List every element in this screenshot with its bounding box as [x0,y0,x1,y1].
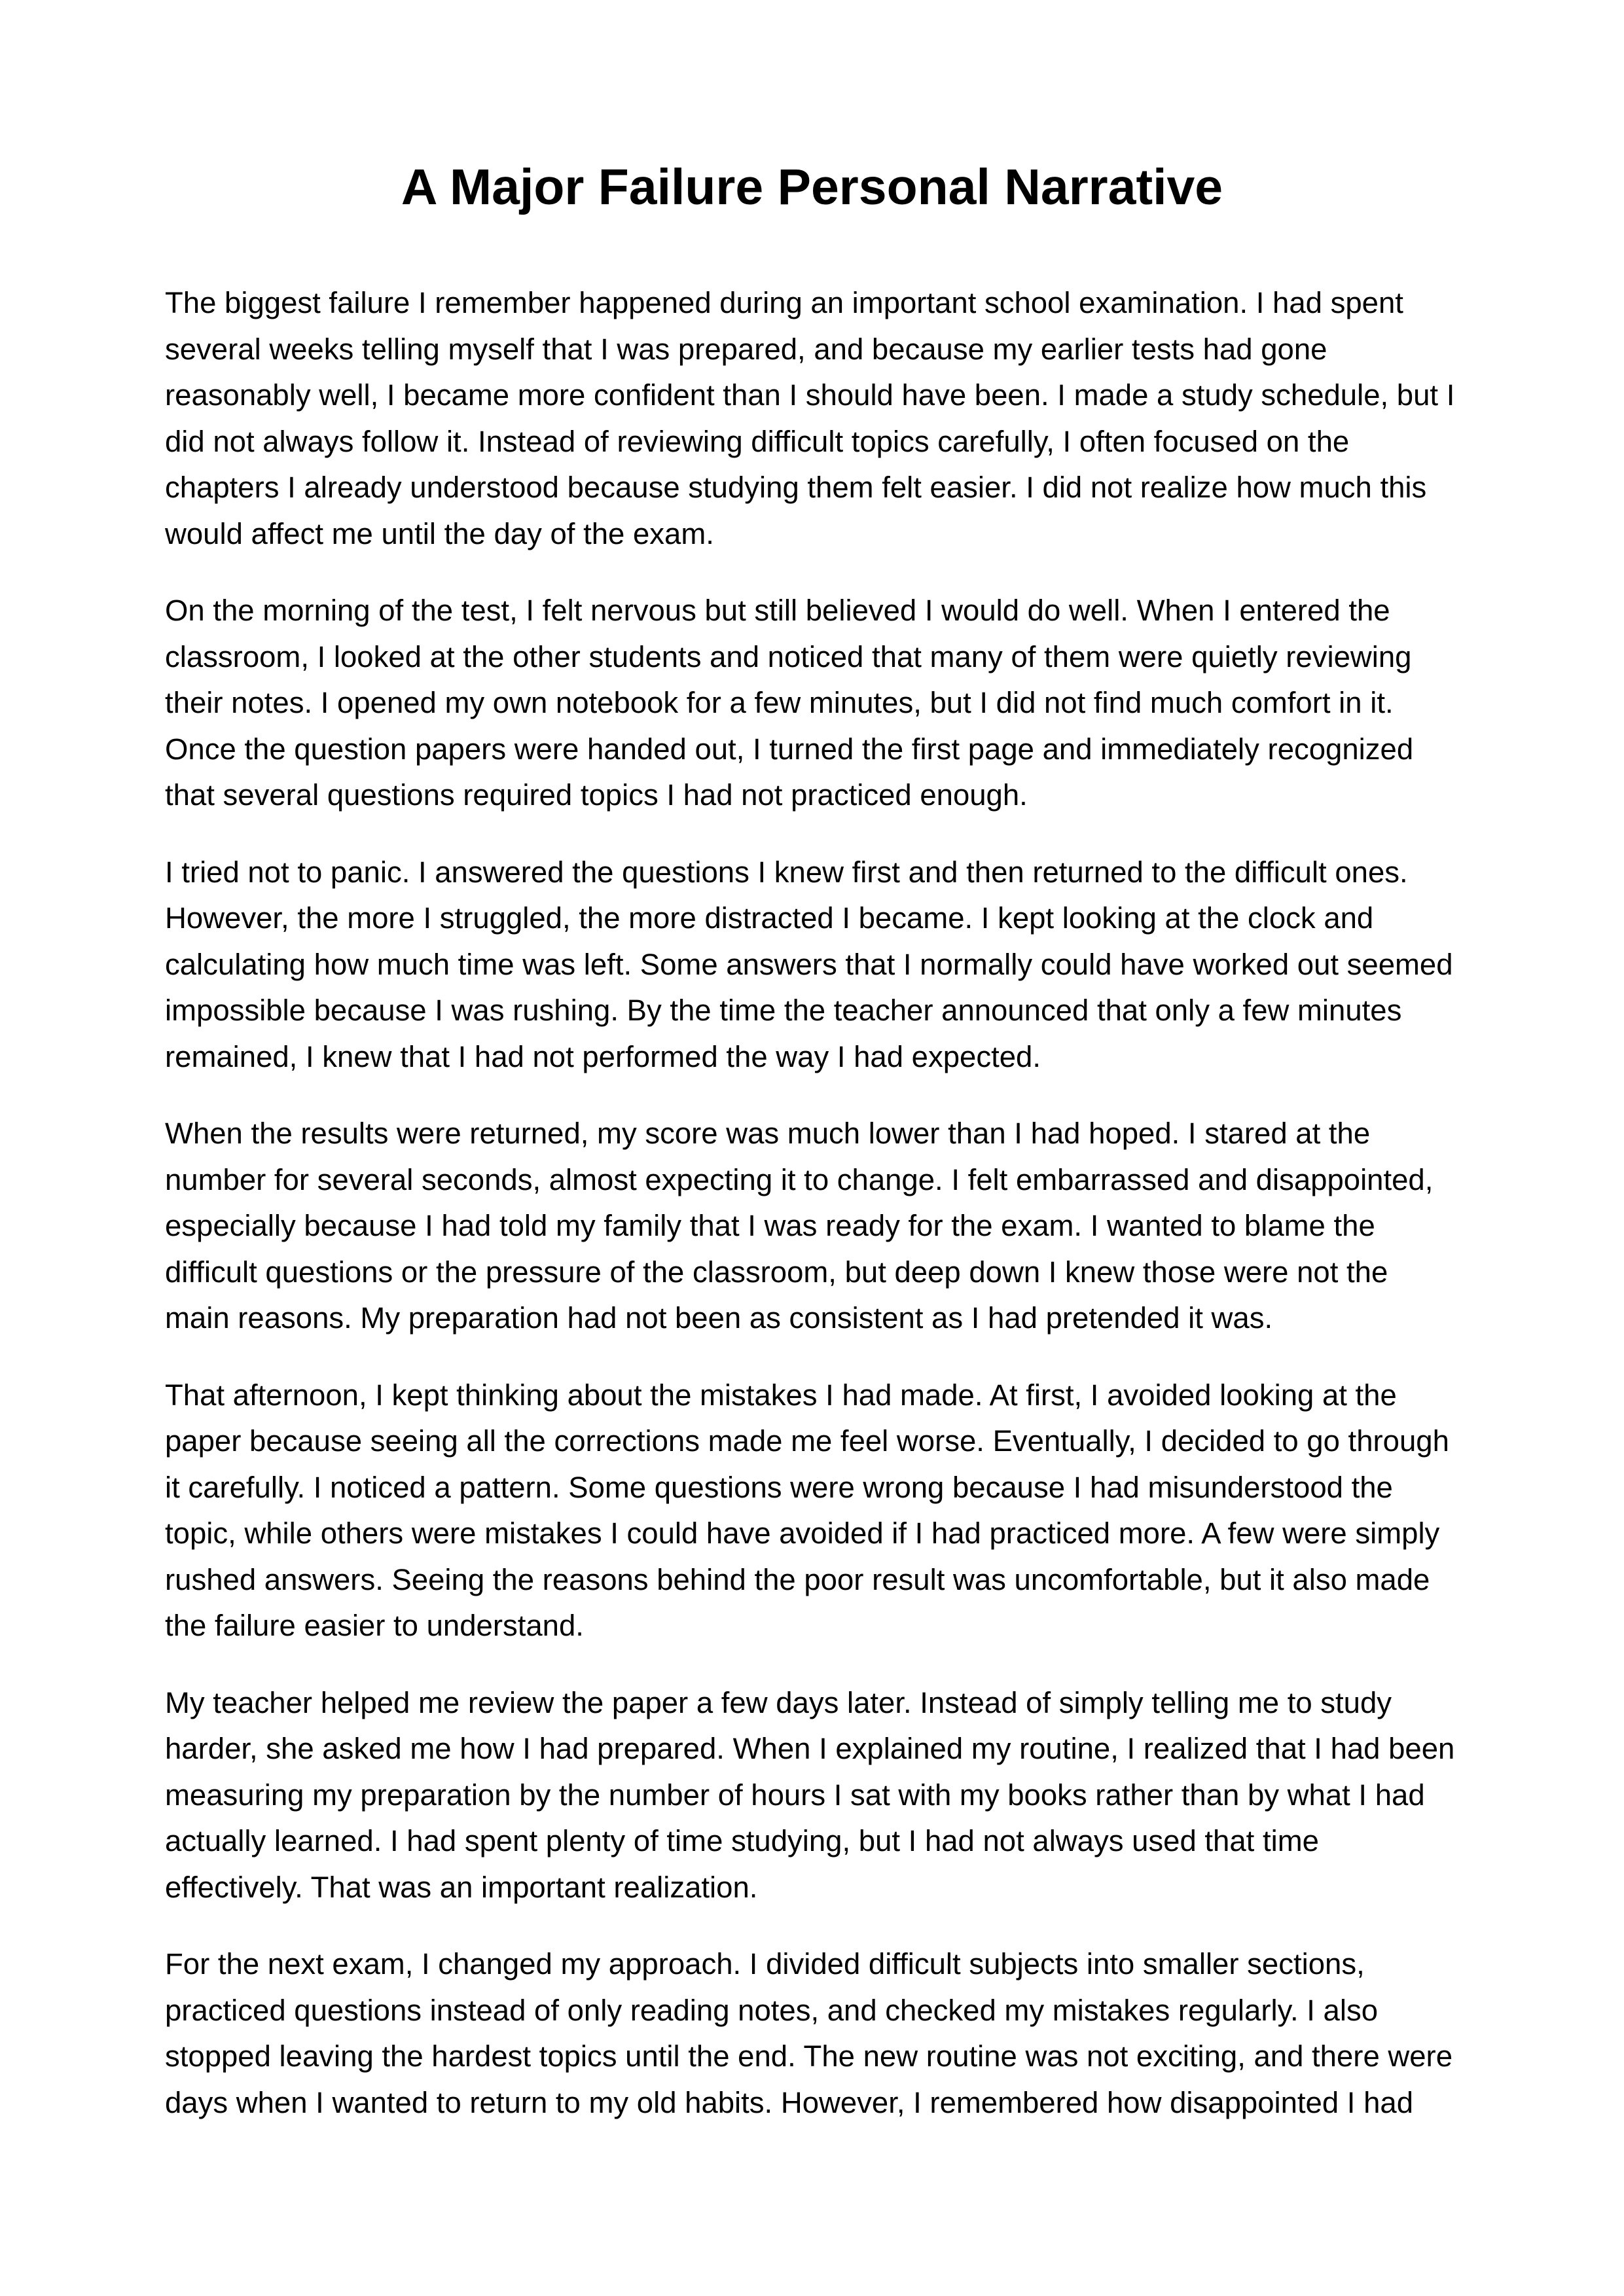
document-title: A Major Failure Personal Narrative [401,159,1223,215]
paragraph-line: However, the more I struggled, the more distracted I became. I kept looking at the clock and [165,901,1374,935]
paragraph-line: reasonably well, I became more confident than I should have been. I made a study schedule, but I [165,378,1455,412]
paragraph-4 [165,1111,1481,1342]
paragraph-line: effectively. That was an important realization. [165,1870,758,1904]
paragraph-7 [165,1941,1481,2126]
paragraph-line: paper because seeing all the corrections made me feel worse. Eventually, I decided to go through [165,1424,1449,1458]
paragraph-line: Once the question papers were handed out, I turned the first page and immediately recognized [165,732,1414,766]
paragraph-line: did not always follow it. Instead of reviewing difficult topics carefully, I often focused on the [165,424,1350,458]
paragraph-1 [165,280,1481,557]
paragraph-line: measuring my preparation by the number of hours I sat with my books rather than by what I had [165,1778,1425,1812]
paragraph-line: On the morning of the test, I felt nervous but still believed I would do well. When I entered the [165,594,1390,627]
document-body [165,280,1481,2157]
paragraph-line: that several questions required topics I had not practiced enough. [165,778,1028,812]
paragraph-line: practiced questions instead of only reading notes, and checked my mistakes regularly. I also [165,1993,1379,2027]
paragraph-line: remained, I knew that I had not performed the way I had expected. [165,1039,1041,1073]
paragraph-line: harder, she asked me how I had prepared. When I explained my routine, I realized that I had been [165,1732,1455,1765]
paragraph-line: difficult questions or the pressure of the classroom, but deep down I knew those were not the [165,1255,1388,1289]
paragraph-line: the failure easier to understand. [165,1609,584,1642]
paragraph-line: actually learned. I had spent plenty of time studying, but I had not always used that time [165,1824,1319,1857]
paragraph-line: days when I wanted to return to my old habits. However, I remembered how disappointed I had [165,2085,1414,2119]
paragraph-line: several weeks telling myself that I was prepared, and because my earlier tests had gone [165,332,1327,366]
paragraph-line: I tried not to panic. I answered the questions I knew first and then returned to the difficult ones. [165,855,1408,889]
paragraph-line: stopped leaving the hardest topics until the end. The new routine was not exciting, and there were [165,2039,1453,2073]
paragraph-line: That afternoon, I kept thinking about the mistakes I had made. At first, I avoided looking at the [165,1378,1397,1412]
paragraph-line: chapters I already understood because studying them felt easier. I did not realize how much this [165,471,1427,504]
paragraph-line: When the results were returned, my score was much lower than I had hoped. I stared at the [165,1117,1371,1150]
paragraph-line: rushed answers. Seeing the reasons behind the poor result was uncomfortable, but it also made [165,1562,1430,1596]
paragraph-line: My teacher helped me review the paper a few days later. Instead of simply telling me to study [165,1685,1392,1719]
paragraph-line: their notes. I opened my own notebook for a few minutes, but I did not find much comfort in it. [165,686,1394,719]
paragraph-5 [165,1372,1481,1649]
paragraph-line: classroom, I looked at the other students and noticed that many of them were quietly reviewing [165,639,1412,673]
paragraph-3 [165,850,1481,1081]
paragraph-6 [165,1680,1481,1911]
paragraph-line: it carefully. I noticed a pattern. Some questions were wrong because I had misunderstood the [165,1470,1393,1504]
paragraph-line: topic, while others were mistakes I could have avoided if I had practiced more. A few were simply [165,1516,1440,1550]
paragraph-line: would affect me until the day of the exam. [165,516,714,550]
paragraph-line: number for several seconds, almost expecting it to change. I felt embarrassed and disappointed, [165,1162,1434,1196]
paragraph-2 [165,588,1481,819]
paragraph-line: The biggest failure I remember happened during an important school examination. I had spent [165,286,1403,319]
paragraph-line: main reasons. My preparation had not been as consistent as I had pretended it was. [165,1301,1273,1335]
paragraph-line: especially because I had told my family that I was ready for the exam. I wanted to blame the [165,1209,1375,1242]
paragraph-line: For the next exam, I changed my approach. I divided difficult subjects into smaller sections, [165,1947,1365,1981]
paragraph-line: impossible because I was rushing. By the time the teacher announced that only a few minutes [165,994,1402,1027]
paragraph-line: calculating how much time was left. Some answers that I normally could have worked out seemed [165,947,1453,981]
